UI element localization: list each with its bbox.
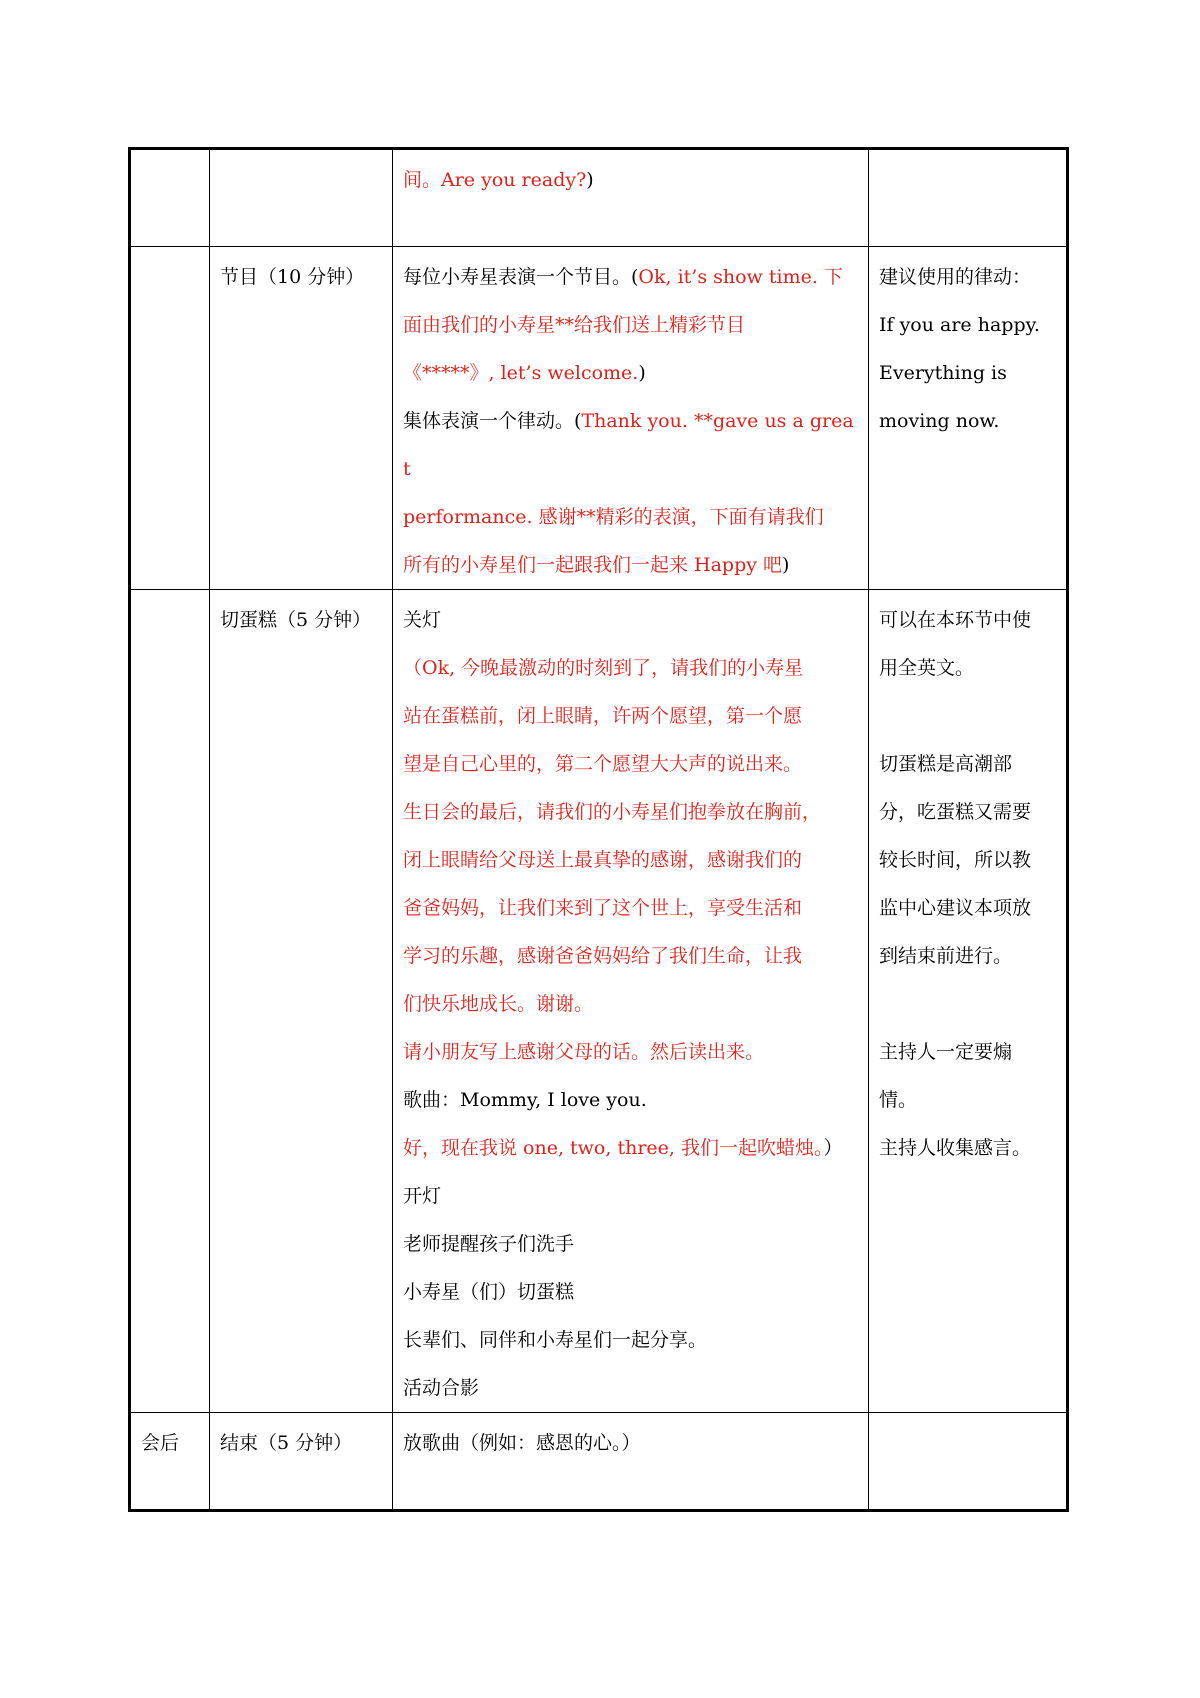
host-script-text: 好，现在我说 one, two, three, 我们一起吹蜡烛。: [403, 1137, 824, 1159]
table-row: [130, 247, 1068, 590]
content-line: [403, 541, 858, 589]
note-line: 分，吃蛋糕又需要: [879, 801, 1032, 823]
content-line: [403, 301, 858, 349]
host-script-text: 爸爸妈妈，让我们来到了这个世上，享受生活和: [403, 897, 803, 919]
note-line: Everything is: [879, 362, 1007, 384]
content-line: [403, 1220, 858, 1268]
stage-cell: 切蛋糕（5 分钟）: [210, 590, 393, 1413]
note-line: 情。: [879, 1089, 918, 1111]
activity-text: 歌曲：Mommy, I love you.: [403, 1089, 647, 1111]
content-line: [403, 1268, 858, 1316]
host-script-text: 生日会的最后，请我们的小寿星们抱拳放在胸前，: [403, 801, 822, 823]
note-line: 监中心建议本项放: [879, 897, 1032, 919]
content-line: [403, 980, 858, 1028]
activity-text: 每位小寿星表演一个节目。(: [403, 266, 639, 288]
phase-cell: [130, 590, 210, 1413]
phase-cell: 会后: [130, 1413, 210, 1511]
host-script-text: Thank you. **gave us a great: [403, 410, 854, 480]
note-line: 切蛋糕是高潮部: [879, 753, 1013, 775]
host-script-text: 面由我们的小寿星**给我们送上精彩节目: [403, 314, 746, 336]
note-line: 到结束前进行。: [879, 945, 1013, 967]
activity-text: ): [586, 169, 594, 191]
content-line: [403, 253, 858, 301]
activity-text: 老师提醒孩子们洗手: [403, 1233, 575, 1255]
content-line: [403, 1316, 858, 1364]
note-line: 建议使用的律动：: [879, 266, 1032, 288]
table-row: [130, 590, 1068, 1413]
note-line: If you are happy.: [879, 314, 1040, 336]
note-line: [879, 980, 1056, 1028]
note-line: 较长时间，所以教: [879, 849, 1032, 871]
host-script-text: 闭上眼睛给父母送上最真挚的感谢，感谢我们的: [403, 849, 803, 871]
content-line: [403, 493, 858, 541]
content-line: [403, 644, 858, 692]
host-script-text: 们快乐地成长。谢谢。: [403, 993, 594, 1015]
activity-text: 开灯: [403, 1185, 442, 1207]
stage-cell: 结束（5 分钟）: [210, 1413, 393, 1511]
note-line: 用全英文。: [879, 657, 975, 679]
host-script-text: 站在蛋糕前，闭上眼睛，许两个愿望，第一个愿: [403, 705, 803, 727]
host-script-text: （Ok, 今晚最激动的时刻到了，请我们的小寿星: [403, 657, 804, 679]
phase-cell: [130, 149, 210, 247]
host-script-text: 所有的小寿星们一起跟我们一起来 Happy 吧: [403, 554, 783, 576]
content-cell: [393, 590, 869, 1413]
stage-cell: [210, 149, 393, 247]
content-line: [403, 836, 858, 884]
host-script-text: 请小朋友写上感谢父母的话。然后读出来。: [403, 1041, 765, 1063]
activity-text: 关灯: [403, 609, 442, 631]
content-line: [403, 1172, 858, 1220]
activity-text: 长辈们、同伴和小寿星们一起分享。: [403, 1329, 708, 1351]
content-cell: [393, 1413, 869, 1511]
table-row: [130, 1413, 1068, 1511]
content-line: [403, 1124, 858, 1172]
host-script-text: 《*****》, let’s welcome.: [403, 362, 639, 384]
content-cell: [393, 247, 869, 590]
activity-text: 放歌曲（例如：感恩的心。）: [403, 1432, 641, 1454]
activity-text: ): [782, 554, 790, 576]
note-cell: [869, 247, 1068, 590]
note-cell: [869, 149, 1068, 247]
content-line: [403, 349, 858, 397]
content-line: [403, 788, 858, 836]
note-line: [879, 692, 1056, 740]
content-line: [403, 692, 858, 740]
content-line: [403, 1419, 858, 1467]
note-cell: [869, 1413, 1068, 1511]
content-line: [403, 932, 858, 980]
note-line: 主持人一定要煽: [879, 1041, 1013, 1063]
activity-text: 小寿星（们）切蛋糕: [403, 1281, 575, 1303]
activity-text: ）: [823, 1137, 843, 1159]
activity-text: 集体表演一个律动。(: [403, 410, 582, 432]
host-script-text: 间。Are you ready?: [403, 169, 587, 191]
phase-cell: [130, 247, 210, 590]
content-line: [403, 1076, 858, 1124]
note-line: moving now.: [879, 410, 1000, 432]
activity-text: ): [638, 362, 646, 384]
stage-cell: 节目（10 分钟）: [210, 247, 393, 590]
activity-text: 活动合影: [403, 1377, 480, 1399]
note-line: 主持人收集感言。: [879, 1137, 1032, 1159]
host-script-text: Ok, it’s show time. 下: [638, 266, 843, 288]
content-cell: [393, 149, 869, 247]
content-line: [403, 1364, 858, 1412]
table-row: [130, 149, 1068, 247]
host-script-text: performance. 感谢**精彩的表演，下面有请我们: [403, 506, 824, 528]
schedule-table-body: [130, 149, 1068, 1511]
content-line: [403, 1028, 858, 1076]
note-cell: [869, 590, 1068, 1413]
content-line: [403, 884, 858, 932]
note-line: 可以在本环节中使: [879, 609, 1032, 631]
content-line: [403, 156, 858, 204]
host-script-text: 望是自己心里的，第二个愿望大大声的说出来。: [403, 753, 803, 775]
host-script-text: 学习的乐趣，感谢爸爸妈妈给了我们生命，让我: [403, 945, 803, 967]
schedule-table: [128, 147, 1069, 1512]
content-line: [403, 596, 858, 644]
content-line: [403, 740, 858, 788]
content-line: [403, 397, 858, 493]
